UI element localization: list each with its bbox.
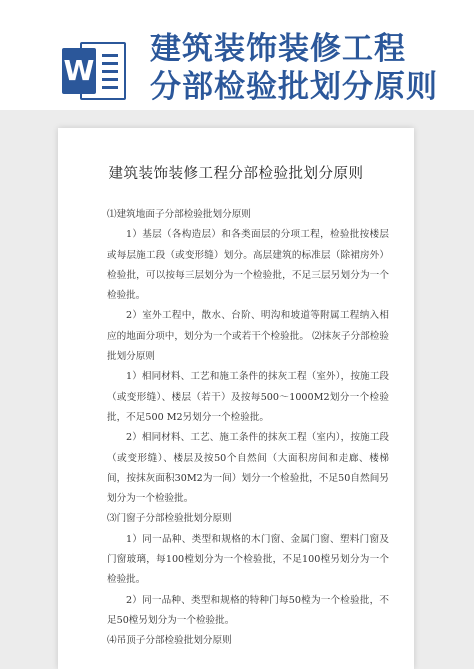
paragraph: 2）同一品种、类型和规格的特种门每50樘为一个检验批，不足50樘另划分为一个检验批。	[107, 594, 389, 626]
doc-line	[102, 86, 118, 89]
paragraph: 1）基层（各构造层）和各类面层的分项工程，检验批按楼层或每层施工段（或变形缝）划分。高层建筑的标准层（除裙房外）检验批，可以按每三层划分为一个检验批，不足三层另划分为一个检验批。	[107, 229, 389, 302]
header-title-line2: 分部检验批划分原则	[150, 69, 438, 105]
word-w-badge: W	[62, 48, 96, 94]
header-title-line1: 建筑装饰装修工程	[150, 31, 406, 67]
header-banner	[0, 0, 474, 110]
section-heading: ⑴建筑地面子分部检验批划分原则	[107, 209, 251, 220]
paragraph: 2）室外工程中，散水、台阶、明沟和坡道等附属工程纳入相应的地面分项中，划分为一个或若干个检验批。 ⑵抹灰子分部检验批划分原则	[107, 310, 389, 363]
doc-line	[102, 62, 118, 65]
document-body	[107, 205, 389, 652]
document-paper	[58, 128, 414, 669]
section-heading: ⑶门窗子分部检验批划分原则	[107, 513, 232, 525]
doc-line	[102, 70, 118, 73]
paragraph: 1）相同材料、工艺和施工条件的抹灰工程（室外），按施工段（或变形缝）、楼层（若干）及按每500～1000M2划分一个检验批，不足500 M2另划分一个检验批。	[107, 371, 389, 423]
document-title: 建筑装饰装修工程分部检验批划分原则	[108, 166, 364, 182]
section-heading: ⑷吊顶子分部检验批划分原则	[107, 635, 232, 647]
doc-line	[102, 78, 118, 81]
paragraph: 2）相同材料、工艺、施工条件的抹灰工程（室内），按施工段（或变形缝）、楼层及按50个自然间（大面积房间和走廊、楼梯间，按抹灰面积30M2为一间）划分一个检验批，不足50自然间另划分为一个检验批。	[107, 432, 389, 505]
header-title	[150, 30, 470, 106]
word-document-icon	[62, 42, 126, 100]
doc-line	[102, 54, 118, 57]
paragraph: 1）同一品种、类型和规格的木门窗、金属门窗、塑料门窗及门窗玻璃，每100樘划分为一个检验批，不足100樘另划分为一个检验批。	[107, 533, 389, 586]
